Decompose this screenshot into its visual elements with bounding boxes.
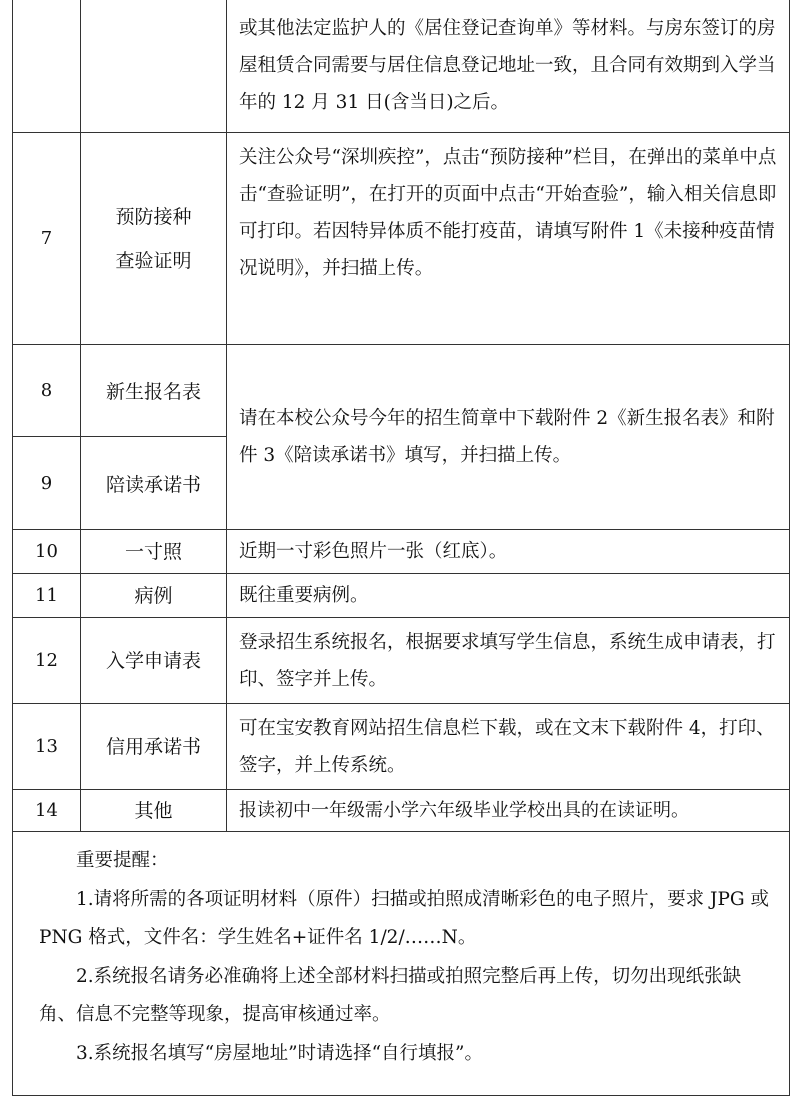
item-cell: 其他 [81,790,227,831]
item-cell: 一寸照 [81,530,227,573]
row-12-content: 登录招生系统报名，根据要求填写学生信息，系统生成申请表，打印、签字并上传。 [239,631,776,690]
note-item-3: 3.系统报名填写“房屋地址”时请选择“自行填报”。 [76,1042,483,1064]
content-cell [227,345,789,529]
notes-heading: 重要提醒： [76,850,169,871]
content-cell [227,618,789,703]
table-row-11 [13,574,789,618]
item-cell: 信用承诺书 [81,704,227,789]
number-cell: 13 [13,704,81,789]
row-13-content: 可在宝安教育网站招生信息栏下载，或在文末下载附件 4，打印、签字，并上传系统。 [239,717,775,776]
number-cell [13,0,81,132]
item-line-1: 预防接种 [115,205,192,228]
merged-content: 请在本校公众号今年的招生简章中下载附件 2《新生报名表》和附件 3《陪读承诺书》填写，并扫描上传。 [239,408,775,466]
number-cell: 11 [13,574,81,617]
table-row-12 [13,618,789,704]
content-cell [227,704,789,789]
note-item-2: 2.系统报名请务必准确将上述全部材料扫描或拍照完整后再上传，切勿出现纸张缺角、信息不完整等现象，提高审核通过率。 [39,965,742,1025]
note-item-1: 1.请将所需的各项证明材料（原件）扫描或拍照成清晰彩色的电子照片，要求 JPG 或 PNG 格式，文件名：学生姓名+证件名 1/2/……N。 [39,888,770,948]
item-cell: 陪读承诺书 [81,437,227,529]
table-row-14 [13,790,789,832]
table-row-6-continued [13,0,789,133]
content-cell: 报读初中一年级需小学六年级毕业学校出具的在读证明。 [239,800,689,821]
number-cell: 8 [13,345,81,437]
item-cell: 病例 [81,574,227,617]
number-cell: 12 [13,618,81,703]
item-cell [81,0,227,132]
materials-table [12,0,790,1096]
item-cell: 新生报名表 [81,345,227,437]
number-cell: 10 [13,530,81,573]
item-cell [81,133,227,344]
item-line-2: 查验证明 [115,249,192,272]
content-cell: 既往重要病例。 [239,585,369,606]
content-cell: 关注公众号“深圳疾控”，点击“预防接种”栏目，在弹出的菜单中点击“查验证明”，在打开的页面中点击“开始查验”，输入相关信息即可打印。若因特异体质不能打疫苗，请填写附件 1《未接种疫苗情况说明》，并扫描上传。 [239,147,777,279]
content-cell: 或其他法定监护人的《居住登记查询单》等材料。与房东签订的房屋租赁合同需要与居住信息登记地址一致，且合同有效期到入学当年的 12 月 31 日(含当日)之后。 [239,18,776,113]
item-cell: 入学申请表 [81,618,227,703]
important-notes [13,832,789,1096]
table-row-13 [13,704,789,790]
number-cell: 9 [13,437,81,529]
number-cell: 7 [13,133,81,344]
table-row-8-9 [13,345,789,530]
content-cell: 近期一寸彩色照片一张（红底）。 [239,541,508,562]
table-row-7 [13,133,789,345]
number-cell: 14 [13,790,81,831]
table-row-10 [13,530,789,574]
